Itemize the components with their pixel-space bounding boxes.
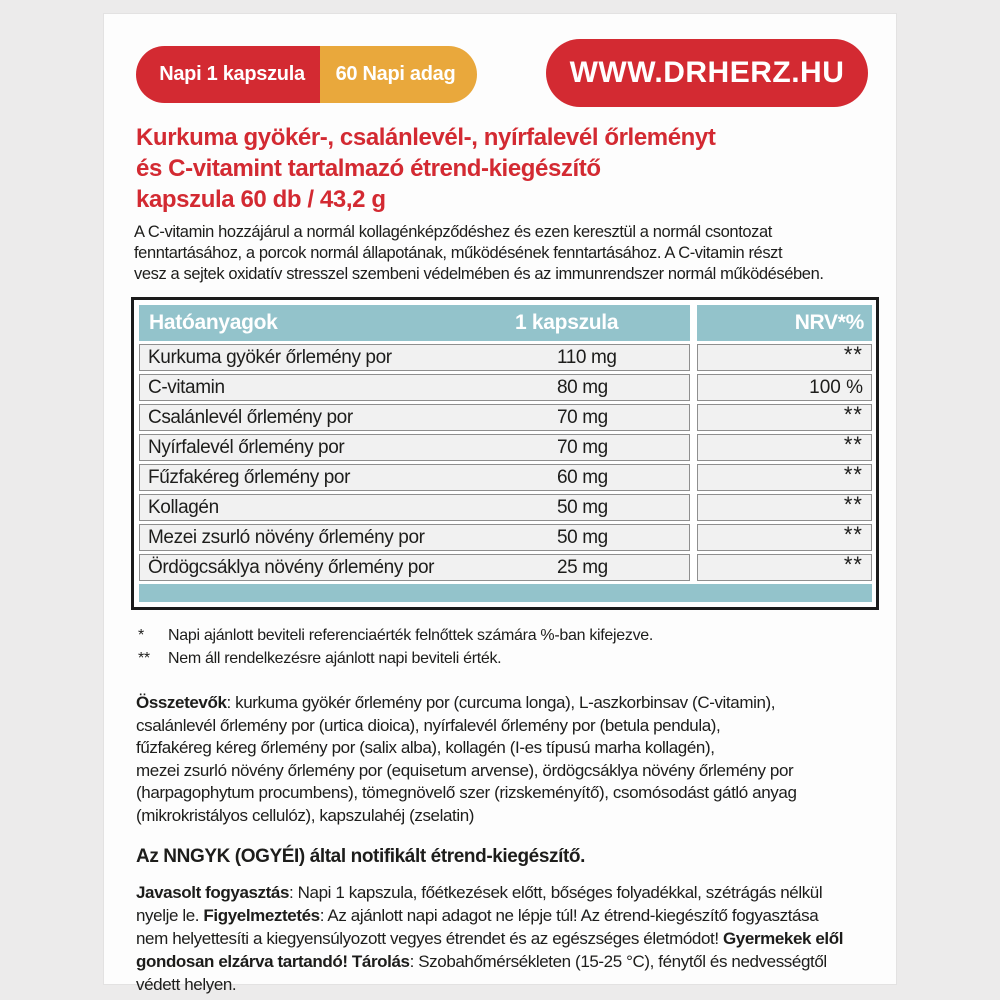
text-line: Javasolt fogyasztás: Napi 1 kapszula, főétkezések előtt, bőséges folyadékkal, szétrágás nélkül [136,883,823,902]
table-row-nrv-cell: ** [697,524,872,551]
table-row-nrv-cell: ** [697,404,872,431]
text-line: és C-vitamint tartalmazó étrend-kiegészítő [136,155,601,182]
table-row-nrv-cell: ** [697,434,872,461]
table-row-nrv-cell: 100 % [697,374,872,401]
footnote-text: Nem áll rendelkezésre ajánlott napi beviteli érték. [168,650,502,667]
table-row-ingredient-cell: Csalánlevél őrlemény por 70 mg [139,404,690,431]
table-row-nrv-cell: ** [697,554,872,581]
text-line: mezei zsurló növény őrlemény por (equisetum arvense), ördögcsáklya növény őrlemény por [136,760,794,780]
table-row-ingredient-cell: Fűzfakéreg őrlemény por 60 mg [139,464,690,491]
table-row-ingredient-cell: Kollagén 50 mg [139,494,690,521]
footnote-symbol: ** [138,650,150,667]
column-header-nrv: NRV*% [697,305,872,341]
ingredients-table-grid [139,305,871,602]
footnote-no-reference [138,647,896,670]
text-line: (mikrokristályos cellulóz), kapszulahéj (zselatin) [136,805,475,825]
notification-statement: Az NNGYK (OGYÉI) által notifikált étrend-kiegészítő. [136,846,585,867]
dosage-capsule-badge [136,46,477,103]
table-row-ingredient-cell: C-vitamin 80 mg [139,374,690,401]
text-line: vesz a sejtek oxidatív stresszel szembeni védelmében és az immunrendszer normál működésében. [134,265,824,283]
supplement-label-card [103,13,897,994]
text-line: fenntartásához, a porcok normál állapotának, működésének fenntartásához. A C-vitamin részt [134,244,783,262]
table-row-ingredient-cell: Ördögcsáklya növény őrlemény por 25 mg [139,554,690,581]
table-footer-bar [139,584,872,602]
footnote-symbol: * [138,627,144,644]
text-line: A C-vitamin hozzájárul a normál kollagénképződéshez és ezen keresztül a normál csontozat [134,223,772,241]
text-line: nem helyettesíti a kiegyensúlyozott vegyes étrendet és az egészséges életmódot! Gyermekek elől [136,929,844,948]
footnote-text: Napi ajánlott beviteli referenciaérték felnőttek számára %-ban kifejezve. [168,627,654,644]
website-url: WWW.DRHERZ.HU [569,56,845,89]
text-line: (harpagophytum procumbens), tömegnövelő szer (rizskeményítő), csomósodást gátló anyag [136,783,797,802]
active-ingredients-table [131,297,879,610]
column-header-amount: 1 kapszula [515,311,619,334]
health-claim-text [134,222,896,285]
text-line: fűzfakéreg kéreg őrlemény por (salix alba), kollagén (I-es típusú marha kollagén), [136,738,715,757]
servings-label: 60 Napi adag [335,63,456,85]
column-header-ingredient: Hatóanyagok [149,311,278,334]
table-row-ingredient-cell: Nyírfalevél őrlemény por 70 mg [139,434,690,461]
daily-dose-badge [136,46,320,103]
text-line: kapszula 60 db / 43,2 g [136,186,386,213]
text-line: Összetevők: kurkuma gyökér őrlemény por (curcuma longa), L-aszkorbinsav (C-vitamin), [136,693,776,712]
badges-row [136,39,868,109]
daily-dose-label: Napi 1 kapszula [159,63,305,85]
text-line: gondosan elzárva tartandó! Tárolás: Szobahőmérsékleten (15-25 °C), fénytől és nedvességtől [136,952,827,971]
table-row-ingredient-cell: Mezei zsurló növény őrlemény por 50 mg [139,524,690,551]
usage-and-warning-text [136,881,896,996]
text-line: védett helyen. [136,975,237,994]
footnote-nrv [138,624,896,647]
product-title [136,122,896,215]
website-badge [546,39,868,107]
ingredients-list-text [136,692,896,827]
table-row-nrv-cell: ** [697,494,872,521]
text-line: csalánlevél őrlemény por (urtica dioica), nyírfalevél őrlemény por (betula pendula), [136,715,721,735]
servings-badge [320,46,477,103]
text-line: nyelje le. Figyelmeztetés: Az ajánlott napi adagot ne lépje túl! Az étrend-kiegészítő fogyasztása [136,906,819,925]
table-row-nrv-cell: ** [697,344,872,371]
table-row-ingredient-cell: Kurkuma gyökér őrlemény por 110 mg [139,344,690,371]
table-row-nrv-cell: ** [697,464,872,491]
text-line: Kurkuma gyökér-, csalánlevél-, nyírfalevél őrleményt [136,124,716,151]
footnotes [138,624,896,670]
table-header-left [139,305,690,341]
